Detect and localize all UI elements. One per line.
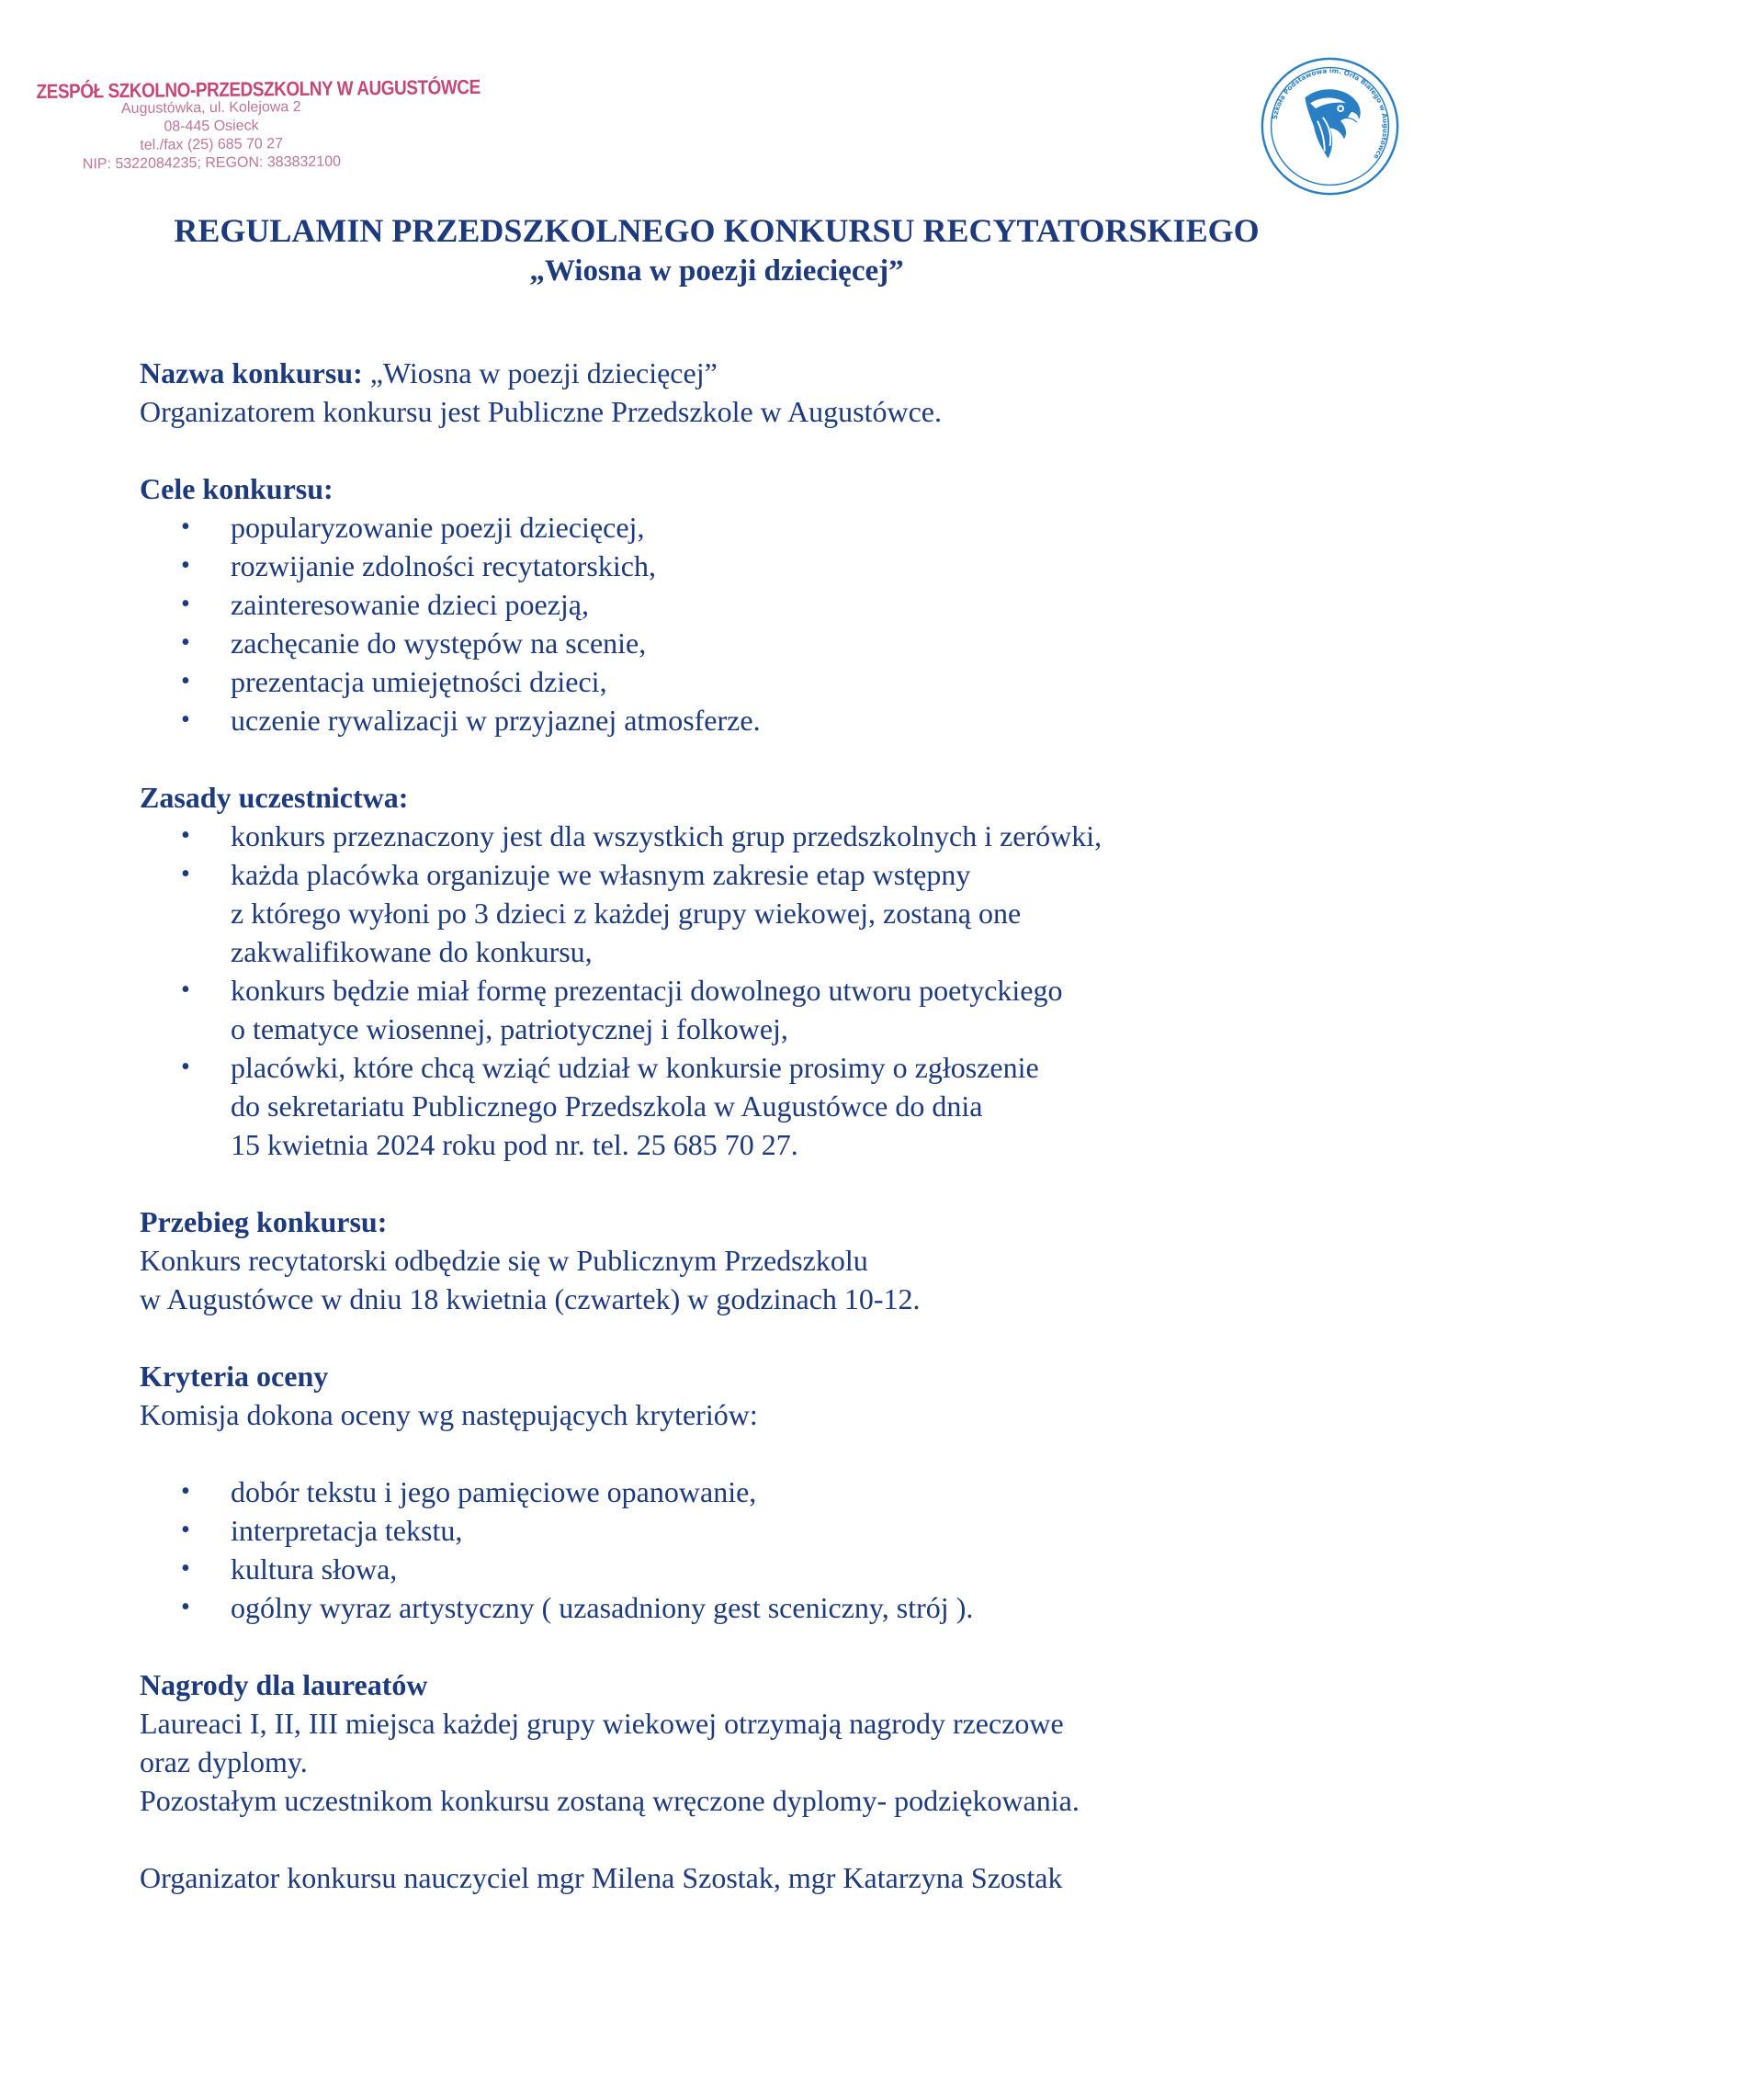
list-item-line: do sekretariatu Publicznego Przedszkola w Augustówce do dnia: [231, 1089, 983, 1123]
goals-heading: Cele konkursu:: [140, 472, 334, 505]
prizes-line: Laureaci I, II, III miejsca każdej grupy wiekowej otrzymają nagrody rzeczowe: [140, 1707, 1064, 1740]
list-item-line: • każda placówka organizuje we własnym zakresie etap wstępny: [231, 858, 971, 891]
list-item-line: zakwalifikowane do konkursu,: [231, 935, 593, 968]
rules-heading: Zasady uczestnictwa:: [140, 781, 409, 814]
school-logo: [1259, 55, 1401, 198]
stamp-ids: NIP: 5322084235; REGON: 383832100: [82, 153, 342, 173]
organizers-line: Organizator konkursu nauczyciel mgr Milena Szostak, mgr Katarzyna Szostak: [140, 1861, 1063, 1894]
list-item-line: o tematyce wiosennej, patriotycznej i folkowej,: [231, 1012, 788, 1045]
eagle-head-icon: [1305, 89, 1360, 158]
list-item: • rozwijanie zdolności recytatorskich,: [140, 547, 1334, 585]
section-rules: [140, 778, 1334, 1164]
section-goals: [140, 469, 1334, 739]
list-item: [140, 1048, 1334, 1164]
stamp-address: Augustówka, ul. Kolejowa 2: [120, 98, 301, 118]
list-item: [140, 855, 1334, 971]
list-item: [140, 817, 1334, 855]
list-item: • dobór tekstu i jego pamięciowe opanowanie,: [140, 1473, 1334, 1511]
list-item-line: 15 kwietnia 2024 roku pod nr. tel. 25 685 70 27.: [231, 1128, 798, 1161]
course-line: w Augustówce w dniu 18 kwietnia (czwartek) w godzinach 10-12.: [140, 1282, 921, 1315]
goals-list: [140, 508, 1334, 739]
contest-name-line: [140, 354, 1334, 392]
prizes-line: Pozostałym uczestnikom konkursu zostaną wręczone dyplomy- podziękowania.: [140, 1784, 1080, 1817]
criteria-intro: Komisja dokona oceny wg następujących kryteriów:: [140, 1398, 758, 1431]
document-title: REGULAMIN PRZEDSZKOLNEGO KONKURSU RECYTATORSKIEGO: [174, 212, 1260, 249]
section-prizes: [140, 1665, 1334, 1820]
list-item: • prezentacja umiejętności dzieci,: [140, 662, 1334, 701]
prizes-line: oraz dyplomy.: [140, 1745, 308, 1778]
list-item: • zainteresowanie dzieci poezją,: [140, 585, 1334, 624]
list-item: • ogólny wyraz artystyczny ( uzasadniony gest sceniczny, strój ).: [140, 1588, 1334, 1627]
criteria-list: [140, 1473, 1334, 1627]
organizer-line: Organizatorem konkursu jest Publiczne Przedszkole w Augustówce.: [140, 395, 942, 428]
list-item: • interpretacja tekstu,: [140, 1511, 1334, 1550]
section-footer: [140, 1858, 1334, 1897]
criteria-heading: Kryteria oceny: [140, 1360, 329, 1393]
list-item: • zachęcanie do występów na scenie,: [140, 624, 1334, 662]
course-heading: Przebieg konkursu:: [140, 1205, 388, 1238]
section-name: [140, 354, 1334, 431]
course-line: Konkurs recytatorski odbędzie się w Publicznym Przedszkolu: [140, 1244, 868, 1277]
list-item-line: z którego wyłoni po 3 dzieci z każdej grupy wiekowej, zostaną one: [231, 897, 1022, 930]
list-item-line: • konkurs będzie miał formę prezentacji dowolnego utworu poetyckiego: [231, 974, 1063, 1007]
stamp-school-name: ZESPÓŁ SZKOLNO-PRZEDSZKOLNY W AUGUSTÓWCE: [36, 74, 481, 103]
list-item: [140, 971, 1334, 1048]
section-criteria: [140, 1357, 1334, 1627]
stamp-phone: tel./fax (25) 685 70 27: [140, 136, 284, 153]
document-subtitle: „Wiosna w poezji dziecięcej”: [529, 254, 904, 288]
school-stamp: [36, 74, 481, 175]
contest-name-value: „Wiosna w poezji dziecięcej”: [362, 356, 718, 389]
contest-name-label: Nazwa konkursu:: [140, 356, 363, 389]
list-item-line: • konkurs przeznaczony jest dla wszystkich grup przedszkolnych i zerówki,: [231, 819, 1102, 852]
section-course: [140, 1202, 1334, 1318]
document-body: [140, 354, 1334, 1936]
list-item: • popularyzowanie poezji dziecięcej,: [140, 508, 1334, 547]
list-item: • uczenie rywalizacji w przyjaznej atmosferze.: [140, 701, 1334, 739]
spacer: [140, 1434, 1334, 1473]
prizes-heading: Nagrody dla laureatów: [140, 1668, 428, 1701]
list-item-line: • placówki, które chcą wziąć udział w konkursie prosimy o zgłoszenie: [231, 1051, 1039, 1084]
list-item: • kultura słowa,: [140, 1550, 1334, 1588]
logo-ring-text: Szkoła Podstawowa im. Orła Białego w Augustówce: [1270, 66, 1390, 162]
stamp-postal: 08-445 Osieck: [164, 118, 259, 135]
rules-list: [140, 817, 1334, 1164]
